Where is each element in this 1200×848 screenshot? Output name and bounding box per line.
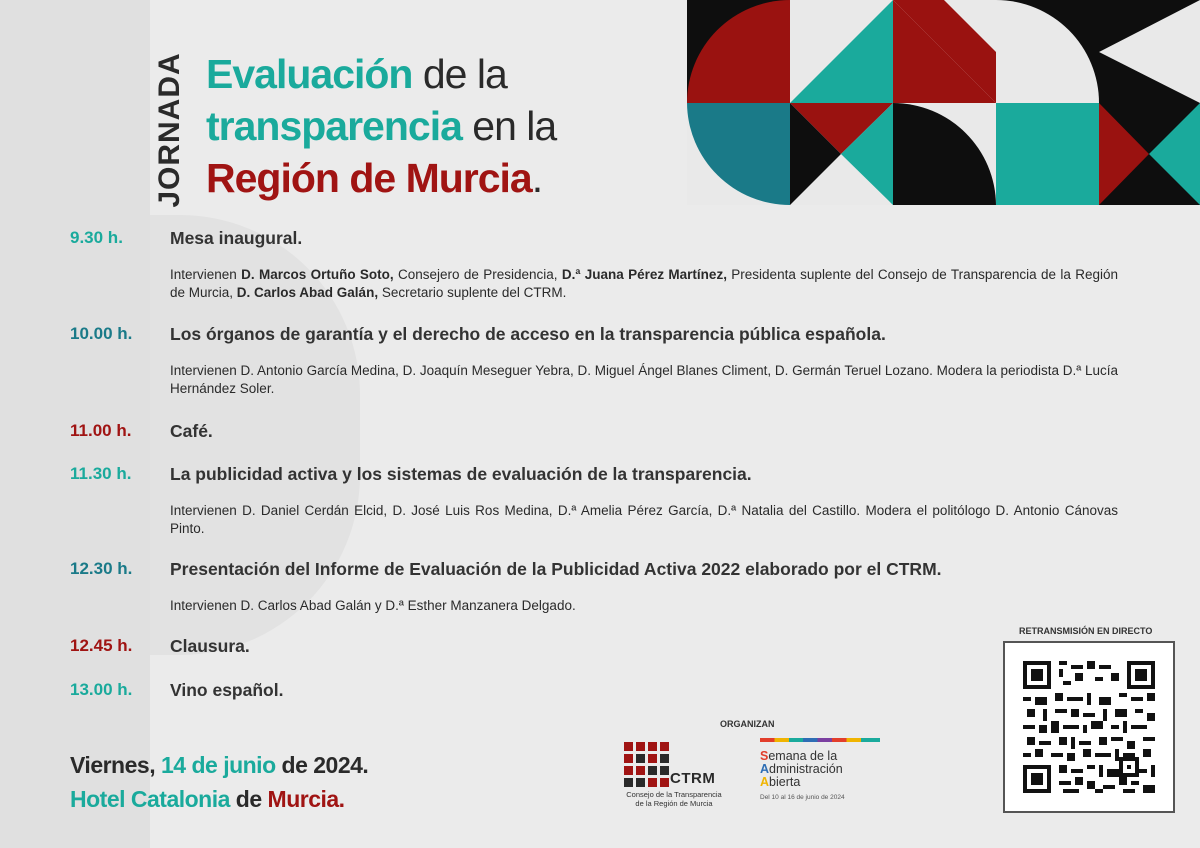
agenda-heading: Presentación del Informe de Evaluación de la Publicidad Activa 2022 elaborado por el CTRM. [170,559,942,579]
organizers-label: ORGANIZAN [720,719,775,729]
agenda-heading: Café. [170,421,213,441]
agenda-time: 11.00 h. [70,421,132,440]
agenda-time: 13.00 h. [70,680,133,699]
agenda-description: Intervienen D. Daniel Cerdán Elcid, D. José Luis Ros Medina, D.ª Amelia Pérez García, D.ª Natalia del Castillo. Modera el politólogo D. Antonio Cánovas Pinto. [170,503,1118,536]
agenda-time: 9.30 h. [70,228,123,247]
agenda-heading: La publicidad activa y los sistemas de evaluación de la transparencia. [170,464,752,484]
semana-logo: Semana de la Administración Abierta Del 10 al 16 de junio de 2024 [760,738,890,801]
qr-code-icon [1023,661,1155,793]
agenda-description: Intervienen D. Marcos Ortuño Soto, Consejero de Presidencia, D.ª Juana Pérez Martínez, Presidenta suplente del Consejo de Transparencia de la Región de Murcia, D. Carlos Abad Galán, Secretario suplente del CTRM. [170,267,1118,300]
agenda-heading: Clausura. [170,636,250,656]
color-stripe [760,738,880,742]
agenda-time: 12.30 h. [70,559,133,578]
agenda-description: Intervienen D. Antonio García Medina, D. Joaquín Meseguer Yebra, D. Miguel Ángel Blanes Climent, D. Germán Teruel Lozano. Modera la periodista D.ª Lucía Hernández Soler. [170,363,1119,396]
page-title: Evaluación de la transparencia en la Región de Murcia. [206,51,557,201]
agenda-heading: Vino español. [170,680,284,700]
qr-code[interactable] [1003,641,1175,813]
jornada-label: JORNADA [153,51,186,208]
event-date: Viernes, 14 de junio de 2024. [70,752,369,778]
agenda-heading: Mesa inaugural. [170,228,303,248]
agenda-heading: Los órganos de garantía y el derecho de acceso en la transparencia pública española. [170,324,886,344]
agenda-description: Intervienen D. Carlos Abad Galán y D.ª Esther Manzanera Delgado. [170,598,576,613]
ctrm-acronym: CTRM [670,770,716,787]
semana-dates: Del 10 al 16 de junio de 2024 [760,794,845,801]
event-venue: Hotel Catalonia de Murcia. [70,786,345,812]
geometric-art [687,0,1200,205]
agenda-time: 10.00 h. [70,324,133,343]
agenda-time: 12.45 h. [70,636,133,655]
ctrm-name: Consejo de la Transparencia de la Región de Murcia [626,790,722,808]
agenda-time: 11.30 h. [70,464,132,483]
livestream-label: RETRANSMISIÓN EN DIRECTO [1019,626,1153,636]
